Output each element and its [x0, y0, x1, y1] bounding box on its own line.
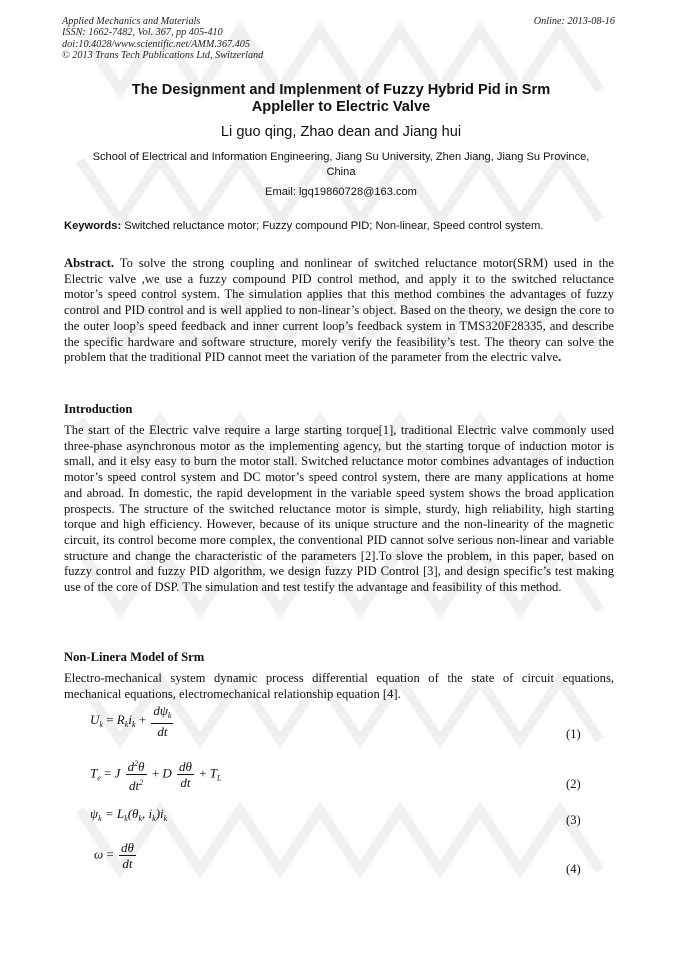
eq3-sub2: k [124, 814, 128, 823]
equation-3 [90, 806, 167, 823]
eq4-num: dθ [121, 840, 134, 855]
journal-name: Applied Mechanics and Materials [62, 16, 201, 27]
doi-line: doi:10.4028/www.scientific.net/AMM.367.405 [62, 38, 250, 50]
copyright-line: © 2013 Trans Tech Publications Ltd, Switzerland [62, 49, 264, 61]
eq2-num1-sup: 2 [134, 759, 139, 768]
eq3-sub4: k [152, 814, 156, 823]
eq2-den1: dt [129, 778, 140, 793]
eq1-den: dt [157, 724, 168, 739]
eq2-d: D [162, 765, 172, 781]
abstract-label: Abstract. [64, 256, 115, 270]
eq2-equals: = [104, 765, 112, 781]
equation-1 [90, 703, 175, 739]
journal-header [62, 16, 263, 61]
eq1-num-sub: k [167, 711, 172, 720]
introduction-body: The start of the Electric valve require a large starting torque[1], traditional Electric valve commonly used three-phase asynchronous motor as the implementing agency, but the starting torque of induction motor is small, and it elsy easy to burn the motor stall. Switched reluctance motor combines advantages of induction motor’s speed control system and DC motor’s speed control system, there are many applications at home and abroad. In domestic, the rapid development in the variable speed system shows the broad application prospects. The structure of the switched reluctance motor is simple, sturdy, high reliability, high starting torque and high efficiency. However, because of its unique structure and the non-linearity of the magnetic circuit, its control become more complex, the conventional PID cannot solve serious non-linear and variable structure and change the characteristic of the parameters [2].To slove the problem, in this paper, based on fuzzy control and fuzzy PID algorithm, we design fuzzy PID Control [3], and design specific’s test making use of the core of DSP. The simulation and test testify the advantage and feasibility of this method. [64, 423, 614, 595]
eq2-den1-sup: 2 [139, 778, 144, 787]
eq1-i: i [128, 711, 132, 727]
eq3-sub3: k [138, 814, 142, 823]
keywords-label: Keywords: [64, 220, 122, 232]
model-heading: Non-Linera Model of Srm [64, 650, 205, 664]
eq3-close: )i [155, 806, 164, 821]
eq1-fraction [151, 703, 173, 739]
title-line-2: Appleller to Electric Valve [251, 99, 431, 115]
eq2-lhs: T [90, 765, 98, 781]
eq3-comma: , i [142, 806, 153, 821]
paper-title [64, 82, 618, 116]
equation-4 [94, 840, 138, 871]
eq2-num1: d [127, 759, 135, 774]
eq1-equals: = [106, 711, 114, 727]
abstract [64, 256, 614, 366]
eq2-plus-1: + [151, 765, 160, 781]
eq2-fraction-2 [177, 759, 194, 790]
keywords-text: Switched reluctance motor; Fuzzy compound PID; Non-linear, Speed control system. [121, 220, 544, 232]
abstract-text: To solve the strong coupling and nonlinear of switched reluctance motor(SRM) used in the Electric valve ,we use a fuzzy compound PID control method, and apply it to the switched reluctance motor’s speed control system. The simulation applies that this method combines the advantages of fuzzy control and PID control and is well applied to non-linear’s object. Based on the theory, we design the core to the outer loop’s speed feedback and inner current loop’s feedback system in TMS320F28335, and describe the specific hardware and software structure, morely verify the feasibility’s test. The theory can solve the problem that the traditional PID cannot meet the variation of the parameter from the electric valve [64, 256, 614, 365]
issn-line: ISSN: 1662-7482, Vol. 367, pp 405-410 [62, 27, 223, 39]
eq1-r: R [116, 711, 125, 727]
eq2-lhs-sub: e [97, 773, 101, 783]
introduction-heading: Introduction [64, 402, 133, 416]
author-email: Email: lgq19860728@163.com [265, 186, 417, 198]
eq1-plus: + [138, 711, 147, 727]
eq2-tl: T [209, 765, 218, 781]
eq4-den: dt [122, 856, 133, 871]
eq1-i-sub: k [131, 719, 136, 729]
eq1-lhs: U [90, 711, 100, 727]
eq3-mid: = L [101, 806, 125, 821]
online-date: Online: 2013-08-16 [533, 16, 615, 27]
eq4-equals: = [106, 846, 114, 862]
equation-number-4: (4) [566, 862, 581, 876]
keywords [64, 219, 618, 234]
abstract-end: . [558, 350, 562, 365]
eq4-fraction [119, 840, 136, 871]
affiliation: School of Electrical and Information Engineering, Jiang Su University, Zhen Jiang, Jiang Su Province, China [92, 151, 590, 178]
eq4-lhs: ω [94, 846, 104, 862]
equation-2 [90, 756, 221, 793]
equation-number-3: (3) [566, 813, 581, 827]
equation-number-2: (2) [566, 777, 581, 791]
eq1-r-sub: k [124, 719, 129, 729]
eq2-num2: dθ [179, 759, 192, 774]
model-body: Electro-mechanical system dynamic process differential equation of the state of circuit equations, mechanical equations, electromechanical relationship equation [4]. [64, 671, 614, 701]
eq2-j: J [114, 765, 121, 781]
eq3-args: (θ [127, 806, 139, 821]
eq2-fraction-1 [126, 756, 147, 793]
eq3-psi: ψ [90, 806, 99, 821]
eq2-den2: dt [180, 775, 191, 790]
eq2-num1-theta: θ [138, 759, 145, 774]
eq1-num: dψ [153, 703, 168, 718]
eq2-tl-sub: L [217, 773, 222, 783]
authors: Li guo qing, Zhao dean and Jiang hui [220, 124, 462, 140]
eq1-lhs-sub: k [99, 719, 103, 729]
eq2-plus-2: + [199, 765, 207, 781]
title-line-1: The Designment and Implenment of Fuzzy Hybrid Pid in Srm [131, 82, 551, 98]
eq3-sub1: k [98, 814, 102, 823]
equation-number-1: (1) [566, 727, 581, 741]
eq3-sub5: k [163, 814, 168, 823]
